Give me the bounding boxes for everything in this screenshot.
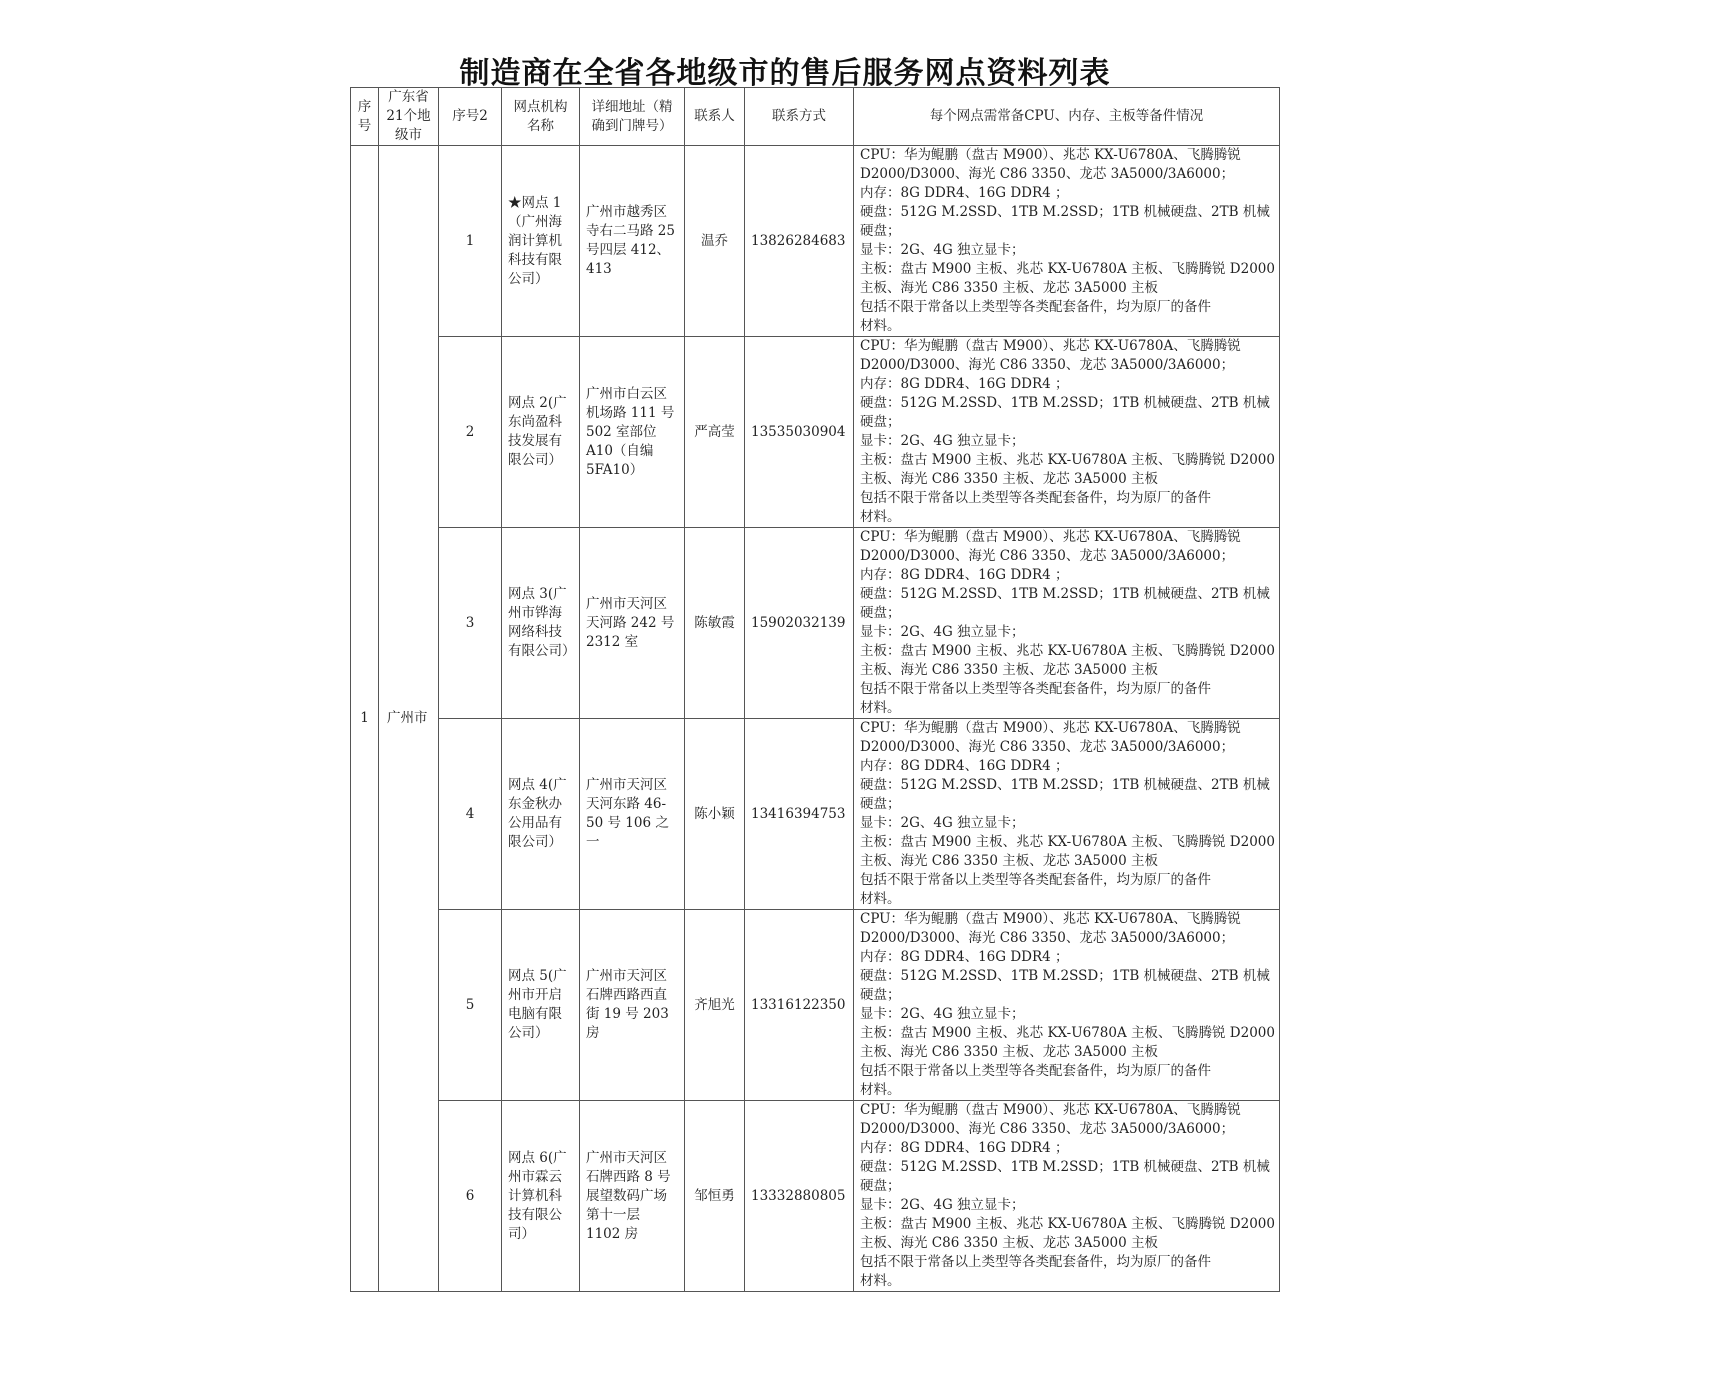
group-city: 广州市 [379,146,439,1292]
spares-line: 包括不限于常备以上类型等各类配套备件，均为原厂的备件 [860,490,1211,506]
service-points-table [350,87,1280,1292]
header-spares: 每个网点需常备CPU、内存、主板等备件情况 [854,88,1280,146]
header-address: 详细地址（精确到门牌号） [580,88,685,146]
cell-spares [854,528,1280,719]
spares-line: 硬盘：512G M.2SSD、1TB M.2SSD；1TB 机械硬盘、2TB 机械 [860,395,1270,411]
cell-address: 广州市天河区天河路 242 号 2312 室 [580,528,685,719]
cell-seq2: 4 [439,719,502,910]
spares-line: 材料。 [860,318,901,334]
table-row [351,1101,1280,1292]
cell-spares [854,337,1280,528]
header-city: 广东省21个地级市 [379,88,439,146]
cell-spares [854,719,1280,910]
cell-address: 广州市白云区机场路 111 号 502 室部位 A10（自编 5FA10） [580,337,685,528]
spares-line: 硬盘：512G M.2SSD、1TB M.2SSD；1TB 机械硬盘、2TB 机械 [860,1159,1270,1175]
spares-line: 主板、海光 C86 3350 主板、龙芯 3A5000 主板 [860,662,1159,678]
header-contact: 联系人 [685,88,745,146]
spares-line: 包括不限于常备以上类型等各类配套备件，均为原厂的备件 [860,1063,1211,1079]
spares-line: 显卡：2G、4G 独立显卡； [860,1006,1025,1022]
spares-line: 内存：8G DDR4、16G DDR4 ； [860,567,1069,583]
cell-phone: 15902032139 [745,528,854,719]
spares-line: D2000/D3000、海光 C86 3350、龙芯 3A5000/3A6000； [860,548,1235,564]
header-name: 网点机构名称 [502,88,580,146]
group-seq: 1 [351,146,379,1292]
spares-line: CPU：华为鲲鹏（盘古 M900）、兆芯 KX-U6780A、飞腾腾锐 [860,147,1241,163]
spares-line: 主板：盘古 M900 主板、兆芯 KX-U6780A 主板、飞腾腾锐 D2000 [860,261,1275,277]
spares-line: 主板：盘古 M900 主板、兆芯 KX-U6780A 主板、飞腾腾锐 D2000 [860,834,1275,850]
spares-line: 主板：盘古 M900 主板、兆芯 KX-U6780A 主板、飞腾腾锐 D2000 [860,1216,1275,1232]
header-seq: 序号 [351,88,379,146]
spares-line: 内存：8G DDR4、16G DDR4 ； [860,376,1069,392]
spares-line: 主板、海光 C86 3350 主板、龙芯 3A5000 主板 [860,853,1159,869]
spares-line: 材料。 [860,509,901,525]
table-row [351,337,1280,528]
cell-name: 网点 5(广州市开启电脑有限公司） [502,910,580,1101]
cell-name: 网点 6(广州市霖云计算机科技有限公司） [502,1101,580,1292]
cell-contact: 邹恒勇 [685,1101,745,1292]
spares-line: 主板、海光 C86 3350 主板、龙芯 3A5000 主板 [860,1044,1159,1060]
cell-address: 广州市天河区石牌西路西直街 19 号 203 房 [580,910,685,1101]
spares-line: 主板：盘古 M900 主板、兆芯 KX-U6780A 主板、飞腾腾锐 D2000 [860,643,1275,659]
cell-phone: 13826284683 [745,146,854,337]
cell-spares [854,146,1280,337]
spares-line: CPU：华为鲲鹏（盘古 M900）、兆芯 KX-U6780A、飞腾腾锐 [860,911,1241,927]
spares-line: 主板、海光 C86 3350 主板、龙芯 3A5000 主板 [860,471,1159,487]
spares-line: 包括不限于常备以上类型等各类配套备件，均为原厂的备件 [860,1254,1211,1270]
cell-contact: 陈敏霞 [685,528,745,719]
cell-phone: 13316122350 [745,910,854,1101]
cell-phone: 13332880805 [745,1101,854,1292]
spares-line: CPU：华为鲲鹏（盘古 M900）、兆芯 KX-U6780A、飞腾腾锐 [860,720,1241,736]
spares-line: 显卡：2G、4G 独立显卡； [860,1197,1025,1213]
spares-line: 硬盘：512G M.2SSD、1TB M.2SSD；1TB 机械硬盘、2TB 机械 [860,204,1270,220]
spares-line: D2000/D3000、海光 C86 3350、龙芯 3A5000/3A6000； [860,357,1235,373]
header-seq2: 序号2 [439,88,502,146]
spares-line: 包括不限于常备以上类型等各类配套备件，均为原厂的备件 [860,681,1211,697]
cell-seq2: 5 [439,910,502,1101]
spares-line: 硬盘； [860,796,901,812]
spares-line: 主板：盘古 M900 主板、兆芯 KX-U6780A 主板、飞腾腾锐 D2000 [860,1025,1275,1041]
cell-name: 网点 3(广州市铧海网络科技有限公司） [502,528,580,719]
table-row [351,528,1280,719]
spares-line: 显卡：2G、4G 独立显卡； [860,242,1025,258]
cell-address: 广州市天河区石牌西路 8 号展望数码广场第十一层 1102 房 [580,1101,685,1292]
cell-spares [854,1101,1280,1292]
spares-line: 硬盘； [860,605,901,621]
spares-line: 主板、海光 C86 3350 主板、龙芯 3A5000 主板 [860,280,1159,296]
spares-line: CPU：华为鲲鹏（盘古 M900）、兆芯 KX-U6780A、飞腾腾锐 [860,338,1241,354]
cell-name: 网点 2(广东尚盈科技发展有限公司） [502,337,580,528]
spares-line: 硬盘：512G M.2SSD、1TB M.2SSD；1TB 机械硬盘、2TB 机械 [860,777,1270,793]
spares-line: 硬盘； [860,987,901,1003]
spares-line: 包括不限于常备以上类型等各类配套备件，均为原厂的备件 [860,299,1211,315]
spares-line: 显卡：2G、4G 独立显卡； [860,624,1025,640]
page-title: 制造商在全省各地级市的售后服务网点资料列表 [459,56,1111,91]
cell-name: ★网点 1（广州海润计算机科技有限公司） [502,146,580,337]
spares-line: 硬盘； [860,414,901,430]
table-row [351,719,1280,910]
spares-line: D2000/D3000、海光 C86 3350、龙芯 3A5000/3A6000； [860,1121,1235,1137]
spares-line: CPU：华为鲲鹏（盘古 M900）、兆芯 KX-U6780A、飞腾腾锐 [860,529,1241,545]
cell-contact: 温乔 [685,146,745,337]
spares-line: 内存：8G DDR4、16G DDR4 ； [860,758,1069,774]
cell-address: 广州市越秀区寺右二马路 25 号四层 412、413 [580,146,685,337]
spares-line: 包括不限于常备以上类型等各类配套备件，均为原厂的备件 [860,872,1211,888]
cell-contact: 严高莹 [685,337,745,528]
spares-line: 硬盘：512G M.2SSD、1TB M.2SSD；1TB 机械硬盘、2TB 机械 [860,968,1270,984]
spares-line: D2000/D3000、海光 C86 3350、龙芯 3A5000/3A6000； [860,930,1235,946]
spares-line: 材料。 [860,891,901,907]
spares-line: 主板、海光 C86 3350 主板、龙芯 3A5000 主板 [860,1235,1159,1251]
cell-seq2: 6 [439,1101,502,1292]
spares-line: 内存：8G DDR4、16G DDR4 ； [860,185,1069,201]
spares-line: 硬盘：512G M.2SSD、1TB M.2SSD；1TB 机械硬盘、2TB 机械 [860,586,1270,602]
header-phone: 联系方式 [745,88,854,146]
spares-line: 显卡：2G、4G 独立显卡； [860,433,1025,449]
spares-line: 内存：8G DDR4、16G DDR4 ； [860,949,1069,965]
spares-line: D2000/D3000、海光 C86 3350、龙芯 3A5000/3A6000； [860,739,1235,755]
table-row [351,910,1280,1101]
cell-name: 网点 4(广东金秋办公用品有限公司） [502,719,580,910]
spares-line: 材料。 [860,700,901,716]
table-header-row [351,88,1280,146]
cell-spares [854,910,1280,1101]
spares-line: 材料。 [860,1082,901,1098]
spares-line: 材料。 [860,1273,901,1289]
spares-line: CPU：华为鲲鹏（盘古 M900）、兆芯 KX-U6780A、飞腾腾锐 [860,1102,1241,1118]
cell-seq2: 2 [439,337,502,528]
cell-phone: 13535030904 [745,337,854,528]
spares-line: 主板：盘古 M900 主板、兆芯 KX-U6780A 主板、飞腾腾锐 D2000 [860,452,1275,468]
cell-address: 广州市天河区天河东路 46-50 号 106 之一 [580,719,685,910]
cell-seq2: 1 [439,146,502,337]
table-row [351,146,1280,337]
cell-contact: 陈小颖 [685,719,745,910]
spares-line: 内存：8G DDR4、16G DDR4 ； [860,1140,1069,1156]
spares-line: 硬盘； [860,223,901,239]
spares-line: D2000/D3000、海光 C86 3350、龙芯 3A5000/3A6000； [860,166,1235,182]
cell-contact: 齐旭光 [685,910,745,1101]
cell-phone: 13416394753 [745,719,854,910]
spares-line: 硬盘； [860,1178,901,1194]
cell-seq2: 3 [439,528,502,719]
spares-line: 显卡：2G、4G 独立显卡； [860,815,1025,831]
